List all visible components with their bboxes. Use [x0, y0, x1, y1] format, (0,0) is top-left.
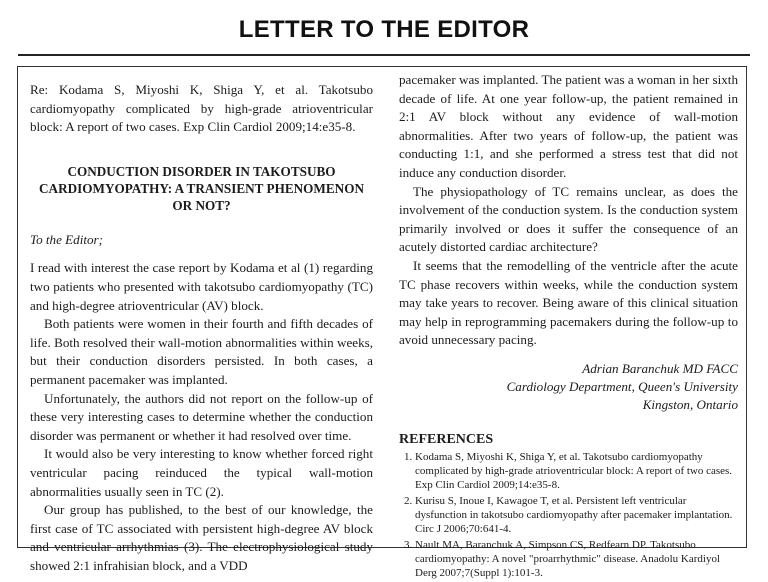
- reference-item: 3. Nault MA, Baranchuk A, Simpson CS, Redfearn DP. Takotsubo cardiomyopathy: A novel "proarrhythmic" disease. Anadolu Kardiyol Derg 2007;7(Suppl 1):101-3.: [415, 538, 738, 580]
- page-title: LETTER TO THE EDITOR: [238, 16, 530, 43]
- body-paragraph: The physiopathology of TC remains unclear, as does the involvement of the conduction system. Is the conduction system primarily involved or does it suffer the consequence of an acutely distorted cardiac architecture?: [399, 183, 738, 255]
- references-section: [399, 432, 738, 580]
- author-signature: [399, 360, 738, 414]
- right-column: [399, 71, 738, 582]
- body-paragraph: pacemaker was implanted. The patient was a woman in her sixth decade of life. At one year follow-up, the patient remained in 2:1 AV block without any evidence of wall-motion abnormalities. After two years of follow-up, the patient was conducting 1:1, and she performed a stress test that did not induce any conduction disorder.: [399, 72, 738, 180]
- left-column: [30, 81, 373, 575]
- body-paragraph: It seems that the remodelling of the ventricle after the acute TC phase recovers within weeks, while the conduction system may take years to recover. Being aware of this clinical situation may help in reprogramming pacemakers during the follow-up to avoid unnecessary pacing.: [399, 257, 738, 348]
- letter-header: [18, 2, 750, 56]
- body-paragraph: Unfortunately, the authors did not report on the follow-up of these very interesting cases to determine whether the conduction disorder was permanent or whether it had resolved over time.: [30, 390, 373, 443]
- author-name: Adrian Baranchuk MD FACC: [582, 360, 738, 376]
- references-list: [399, 450, 738, 580]
- body-paragraph: Both patients were women in their fourth and fifth decades of life. Both resolved their wall-motion abnormalities within weeks, but their conduction disorders persisted. In both cases, a permanent pacemaker was implanted.: [30, 316, 373, 387]
- author-department: Cardiology Department, Queen's University: [506, 378, 738, 394]
- re-citation: Re: Kodama S, Miyoshi K, Shiga Y, et al. Takotsubo cardiomyopathy complicated by high-grade atrioventricular block: A report of two cases. Exp Clin Cardiol 2009;14:e35-8.: [30, 82, 373, 135]
- body-paragraph: Our group has published, to the best of our knowledge, the first case of TC associated with persistent high-degree AV block and ventricular arrhythmias (3). The electrophysiological study showed 2:1 infrahisian block, and a VDD: [30, 502, 373, 573]
- author-location: Kingston, Ontario: [642, 396, 738, 412]
- reference-item: 1. Kodama S, Miyoshi K, Shiga Y, et al. Takotsubo cardiomyopathy complicated by high-grade atrioventricular block: A report of two cases. Exp Clin Cardiol 2009;14:e35-8.: [415, 450, 738, 492]
- letter-title: CONDUCTION DISORDER IN TAKOTSUBO CARDIOMYOPATHY: A TRANSIENT PHENOMENON OR NOT?: [39, 163, 364, 213]
- salutation: To the Editor;: [30, 231, 103, 247]
- body-paragraph: It would also be very interesting to know whether forced right ventricular pacing reinduced the typical wall-motion abnormalities usually seen in TC (2).: [30, 446, 373, 499]
- references-heading: REFERENCES: [399, 431, 494, 447]
- body-paragraph: I read with interest the case report by Kodama et al (1) regarding two patients who presented with takotsubo cardiomyopathy (TC) and high-degree atrioventricular (AV) block.: [30, 260, 373, 313]
- reference-item: 2. Kurisu S, Inoue I, Kawagoe T, et al. Persistent left ventricular dysfunction in takotsubo cardiomyopathy after pacemaker implantation. Circ J 2006;70:641-4.: [415, 494, 738, 536]
